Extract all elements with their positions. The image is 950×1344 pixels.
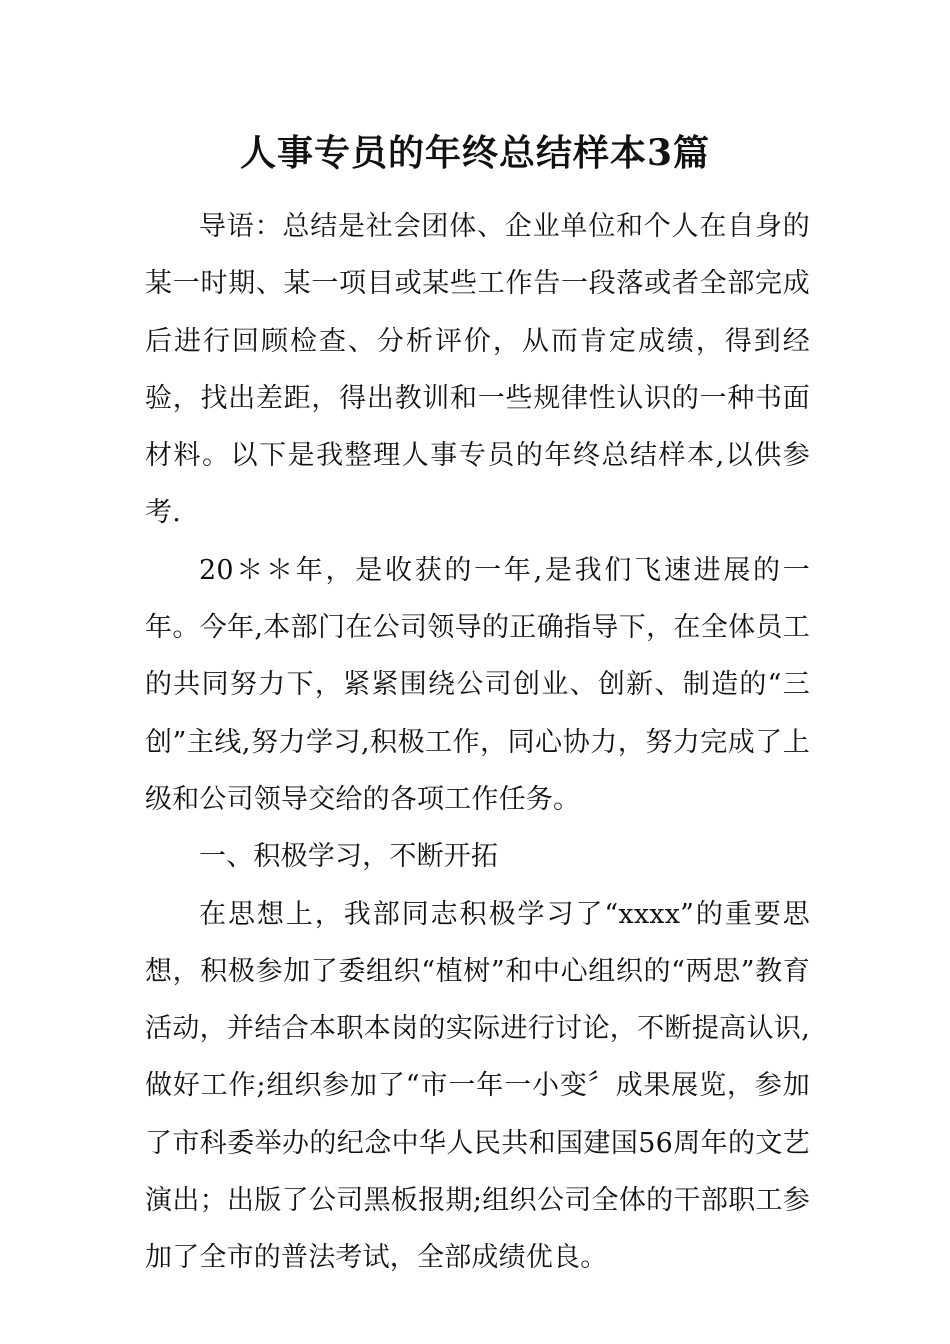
year-summary-paragraph: 20＊＊年，是收获的一年,是我们飞速进展的一年。今年,本部门在公司领导的正确指导下，在全体员工的共同努力下，紧紧围绕公司创业、创新、制造的“三创”主线,努力学习,积极工作，同心协力，努力完成了上级和公司领导交给的各项工作任务。 [145, 554, 810, 815]
intro-paragraph: 导语：总结是社会团体、企业单位和个人在自身的某一时期、某一项目或某些工作告一段落或者全部完成后进行回顾检查、分析评价，从而肯定成绩，得到经验，找出差距，得出教训和一些规律性认识的一种书面材料。以下是我整理人事专员的年终总结样本,以供参考. [145, 211, 810, 529]
document-body [145, 198, 810, 1287]
document-title: 人事专员的年终总结样本3篇 [239, 132, 711, 174]
section-heading: 一、积极学习，不断开拓 [199, 841, 499, 873]
study-paragraph: 在思想上，我部同志积极学习了“xxxx”的重要思想，积极参加了委组织“植树”和中心组织的“两思”教育活动，并结合本职本岗的实际进行讨论，不断提高认识,做好工作;组织参加了“市一年一小变〞成果展览，参加了市科委举办的纪念中华人民共和国建国56周年的文艺演出；出版了公司黑板报期;组织公司全体的干部职工参加了全市的普法考试，全部成绩优良。 [145, 898, 810, 1274]
